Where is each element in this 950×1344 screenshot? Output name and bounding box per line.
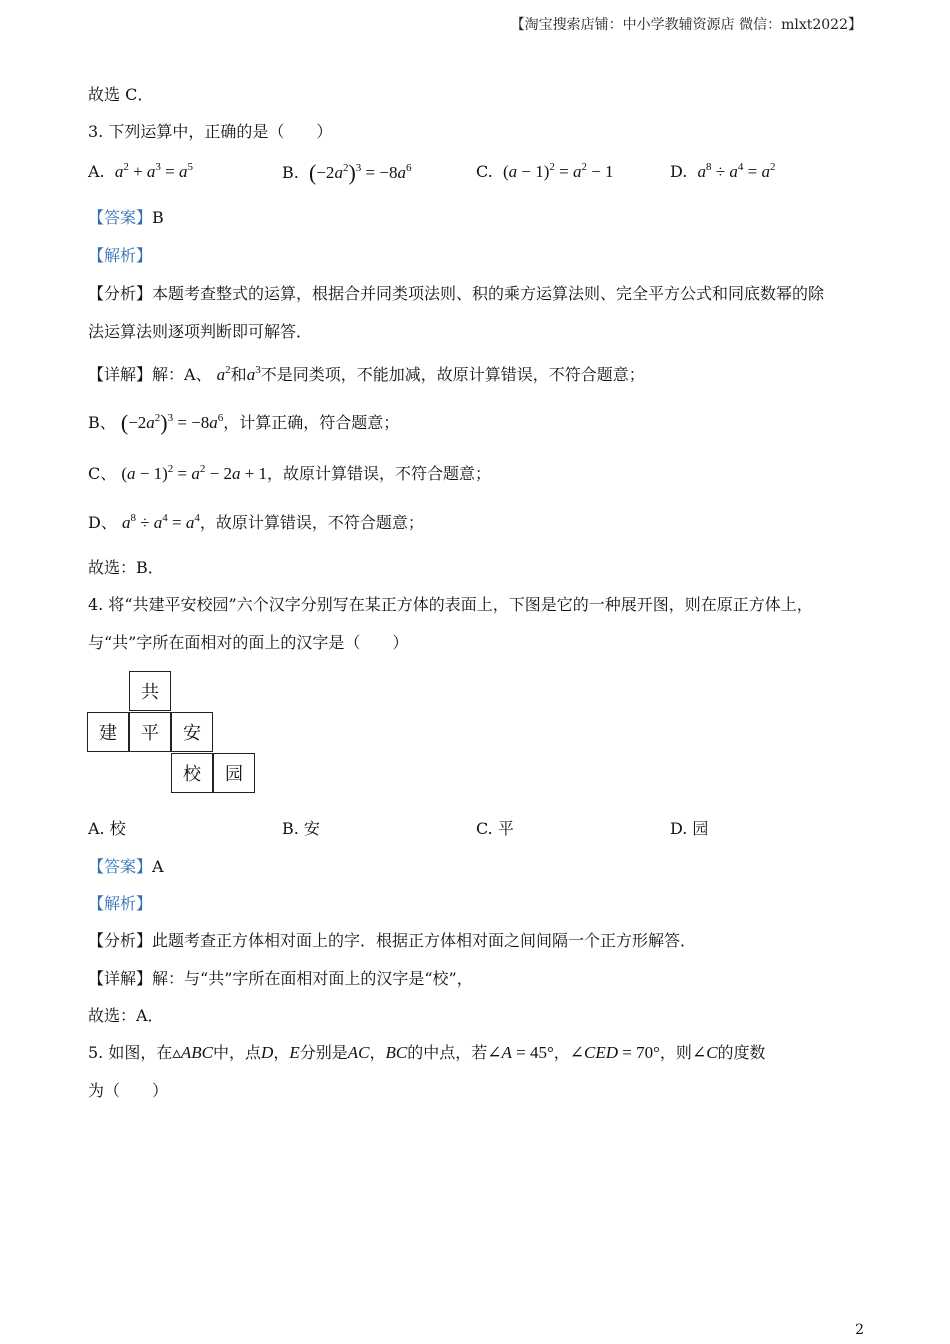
q3-option-d-formula: $a^8 \div a^4 = a^2$ [697,161,776,181]
q4-option-d: D. 园 [670,819,709,838]
net-cell-gong: 共 [129,671,171,711]
net-cell-yuan: 园 [213,753,255,793]
q4-answer: 【答案】A [88,857,164,876]
q3-analysis-label: 【解析】 [88,246,153,265]
q3-conclusion: 故选：B． [88,558,164,577]
q3-option-b: B. $(-2a^2)^3 = -8a^6$ [282,160,412,185]
net-cell-jian: 建 [87,712,129,752]
q3-detail-b: B、 $(-2a^2)^3 = -8a^6$，计算正确，符合题意； [88,410,400,435]
q5-stem-line1: 5. 如图，在▵ABC中，点D，E分别是AC，BC的中点，若∠A = 45°，∠CED = 70°，则∠C的度数 [88,1043,766,1062]
q3-detail-d: D、 $a^8 \div a^4 = a^4$，故原计算错误，不符合题意； [88,512,424,532]
q4-option-c: C. 平 [476,819,514,838]
q4-option-a: A. 校 [88,819,126,838]
q3-option-b-formula: $(-2a^2)^3 = -8a^6$ [309,160,412,185]
q4-stem-line1: 4. 将“共建平安校园”六个汉字分别写在某正方体的表面上，下图是它的一种展开图，则在原正方体上， [88,595,813,614]
q3-option-c-formula: $(a - 1)^2 = a^2 - 1$ [502,161,614,181]
q4-detail: 【详解】解：与“共”字所在面相对面上的汉字是“校”， [88,969,473,988]
watermark: 【淘宝搜索店铺：中小学教辅资源店 微信：mlxt2022】 [510,17,862,33]
q3-option-a: A. $a^2 + a^3 = a^5$ [88,161,193,181]
q3-option-d: D. $a^8 \div a^4 = a^2$ [670,161,776,181]
q3-option-c: C. $(a - 1)^2 = a^2 - 1$ [476,161,614,181]
q3-fenxi-line2: 法运算法则逐项判断即可解答． [88,322,313,341]
q3-option-a-formula: $a^2 + a^3 = a^5$ [114,161,193,181]
page-number: 2 [855,1322,864,1338]
q4-stem-line2: 与“共”字所在面相对的面上的汉字是（ ） [88,633,409,652]
net-cell-an: 安 [171,712,213,752]
prev-conclusion: 故选 C． [88,85,154,104]
q3-answer: 【答案】B [88,208,164,227]
q4-conclusion: 故选：A． [88,1006,164,1025]
q3-fenxi-line1: 【分析】本题考查整式的运算，根据合并同类项法则、积的乘方运算法则、完全平方公式和同底数幂的除 [88,284,825,303]
q4-fenxi: 【分析】此题考查正方体相对面上的字．根据正方体相对面之间间隔一个正方形解答． [88,931,697,950]
q3-stem: 3. 下列运算中，正确的是（ ） [88,122,333,141]
q3-detail-a: 【详解】解：A、 $a^2$和$a^3$不是同类项，不能加减，故原计算错误，不符合题意； [88,364,645,384]
q4-option-b: B. 安 [282,819,320,838]
q3-detail-c: C、 $(a - 1)^2 = a^2 - 2a + 1$，故原计算错误，不符合题意； [88,463,492,483]
net-cell-ping: 平 [129,712,171,752]
net-cell-xiao: 校 [171,753,213,793]
q4-analysis-label: 【解析】 [88,894,153,913]
q5-stem-line2: 为（ ） [88,1081,169,1100]
